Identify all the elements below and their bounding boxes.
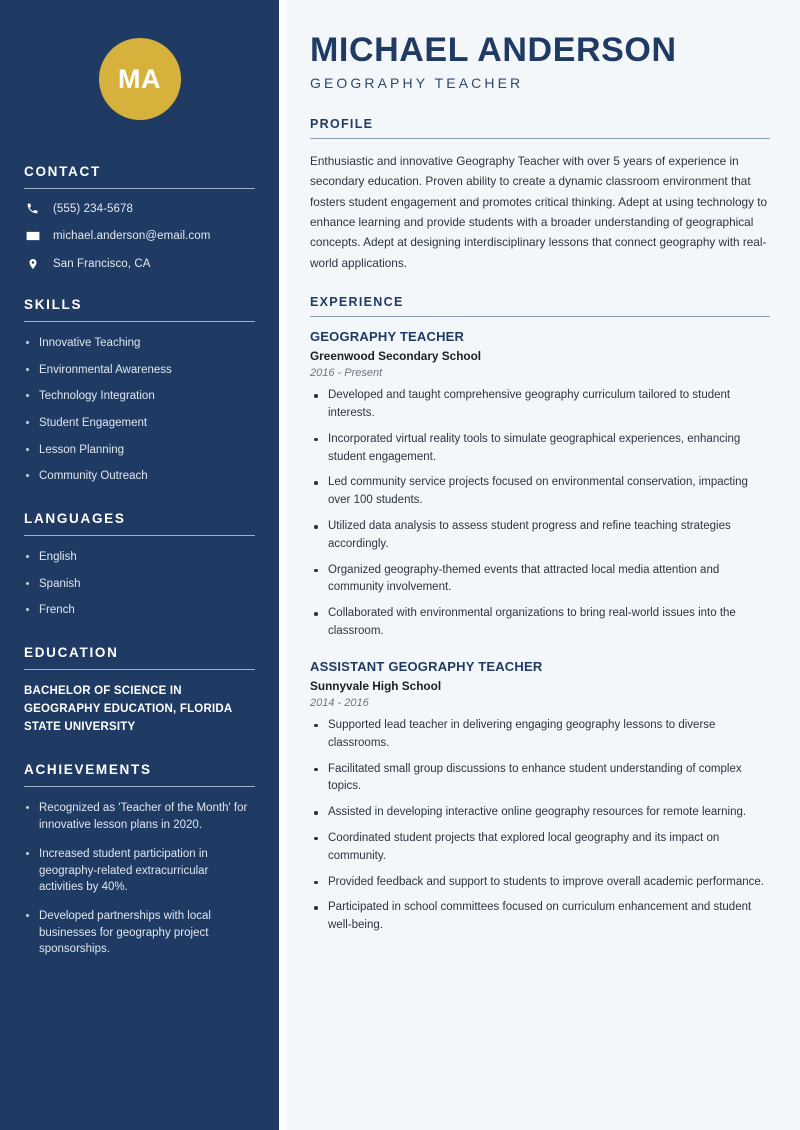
- avatar: MA: [99, 38, 181, 120]
- list-item: Organized geography-themed events that attracted local media attention and community involvement.: [310, 562, 770, 598]
- contact-phone-text: (555) 234-5678: [53, 202, 134, 215]
- list-item: Innovative Teaching: [24, 335, 255, 352]
- job-subtitle: GEOGRAPHY TEACHER: [310, 74, 524, 91]
- contact-item-location[interactable]: [24, 257, 255, 271]
- list-item: Developed and taught comprehensive geography curriculum tailored to student interests.: [310, 387, 770, 423]
- profile-heading: PROFILE: [310, 116, 374, 131]
- profile-section: [310, 117, 770, 273]
- experience-company: Greenwood Secondary School: [310, 349, 482, 364]
- main-content: [287, 0, 800, 1130]
- list-item: Participated in school committees focused on curriculum enhancement and student well-being.: [310, 899, 770, 935]
- list-item: Lesson Planning: [24, 442, 255, 459]
- achievements-list: [24, 800, 255, 957]
- skills-divider: [24, 321, 255, 322]
- list-item: English: [24, 549, 255, 566]
- list-item: Assisted in developing interactive online geography resources for remote learning.: [310, 804, 770, 822]
- list-item: Supported lead teacher in delivering engaging geography lessons to diverse classrooms.: [310, 717, 770, 753]
- list-item: Community Outreach: [24, 468, 255, 485]
- experience-job-title: GEOGRAPHY TEACHER: [310, 329, 465, 345]
- contact-email-text: michael.anderson@email.com: [53, 230, 211, 242]
- list-item: Developed partnerships with local businesses for geography project sponsorships.: [24, 908, 255, 958]
- contact-item-phone[interactable]: [24, 202, 255, 215]
- list-item: Coordinated student projects that explored local geography and its impact on community.: [310, 830, 770, 866]
- experience-entry: [310, 329, 770, 641]
- list-item: French: [24, 602, 255, 619]
- education-entry: BACHELOR OF SCIENCE IN GEOGRAPHY EDUCATION, FLORIDA STATE UNIVERSITY: [24, 685, 232, 733]
- contact-section: [24, 164, 255, 271]
- column-divider: [279, 0, 287, 1130]
- sidebar: [0, 0, 279, 1130]
- page-title: MICHAEL ANDERSON: [310, 31, 677, 69]
- experience-company: Sunnyvale High School: [310, 678, 442, 693]
- list-item: Spanish: [24, 576, 255, 593]
- languages-section: [24, 511, 255, 619]
- experience-section: [310, 295, 770, 935]
- languages-heading: LANGUAGES: [24, 511, 126, 527]
- experience-divider: [310, 316, 770, 317]
- skills-list: [24, 335, 255, 485]
- phone-icon: [24, 202, 41, 215]
- experience-dates: 2016 - Present: [310, 367, 383, 380]
- experience-heading: EXPERIENCE: [310, 295, 404, 310]
- profile-text: Enthusiastic and innovative Geography Teacher with over 5 years of experience in secondary education. Proven ability to create a dynamic classroom environment that fosters student engagement and promotes critical thinking. Adept at using technology to enhance learning and provide students with a broader understanding of geographical concepts. Adept at designing interdisciplinary lessons that connect geography with real-world applications.: [310, 153, 768, 270]
- languages-divider: [24, 535, 255, 536]
- education-divider: [24, 669, 255, 670]
- list-item: Led community service projects focused on environmental conservation, impacting over 100 students.: [310, 474, 770, 510]
- list-item: Utilized data analysis to assess student progress and refine teaching strategies accordingly.: [310, 518, 770, 554]
- list-item: Facilitated small group discussions to enhance student understanding of complex topics.: [310, 761, 770, 797]
- experience-entry: [310, 659, 770, 935]
- skills-heading: SKILLS: [24, 297, 83, 312]
- email-icon: [24, 229, 41, 243]
- contact-heading: CONTACT: [24, 164, 101, 179]
- location-pin-icon: [24, 257, 41, 271]
- profile-divider: [310, 138, 770, 139]
- list-item: Student Engagement: [24, 415, 255, 432]
- achievements-divider: [24, 786, 255, 787]
- experience-bullet-list: [310, 387, 770, 641]
- experience-dates: 2014 - 2016: [310, 696, 369, 709]
- contact-location-text: San Francisco, CA: [53, 258, 151, 270]
- contact-divider: [24, 188, 255, 189]
- list-item: Incorporated virtual reality tools to simulate geographical experiences, enhancing student engagement.: [310, 431, 770, 467]
- languages-list: [24, 549, 255, 619]
- experience-bullet-list: [310, 717, 770, 935]
- contact-item-email[interactable]: [24, 229, 255, 243]
- list-item: Technology Integration: [24, 388, 255, 405]
- experience-job-title: ASSISTANT GEOGRAPHY TEACHER: [310, 658, 543, 674]
- education-heading: EDUCATION: [24, 645, 119, 661]
- achievements-section: [24, 762, 255, 957]
- list-item: Recognized as 'Teacher of the Month' for innovative lesson plans in 2020.: [24, 800, 255, 833]
- list-item: Environmental Awareness: [24, 362, 255, 379]
- avatar-container: [24, 0, 255, 164]
- skills-section: [24, 297, 255, 485]
- list-item: Collaborated with environmental organizations to bring real-world issues into the classroom.: [310, 605, 770, 641]
- education-section: [24, 645, 255, 736]
- achievements-heading: ACHIEVEMENTS: [24, 762, 152, 778]
- list-item: Provided feedback and support to students to improve overall academic performance.: [310, 874, 770, 892]
- list-item: Increased student participation in geography-related extracurricular activities by 40%.: [24, 846, 255, 896]
